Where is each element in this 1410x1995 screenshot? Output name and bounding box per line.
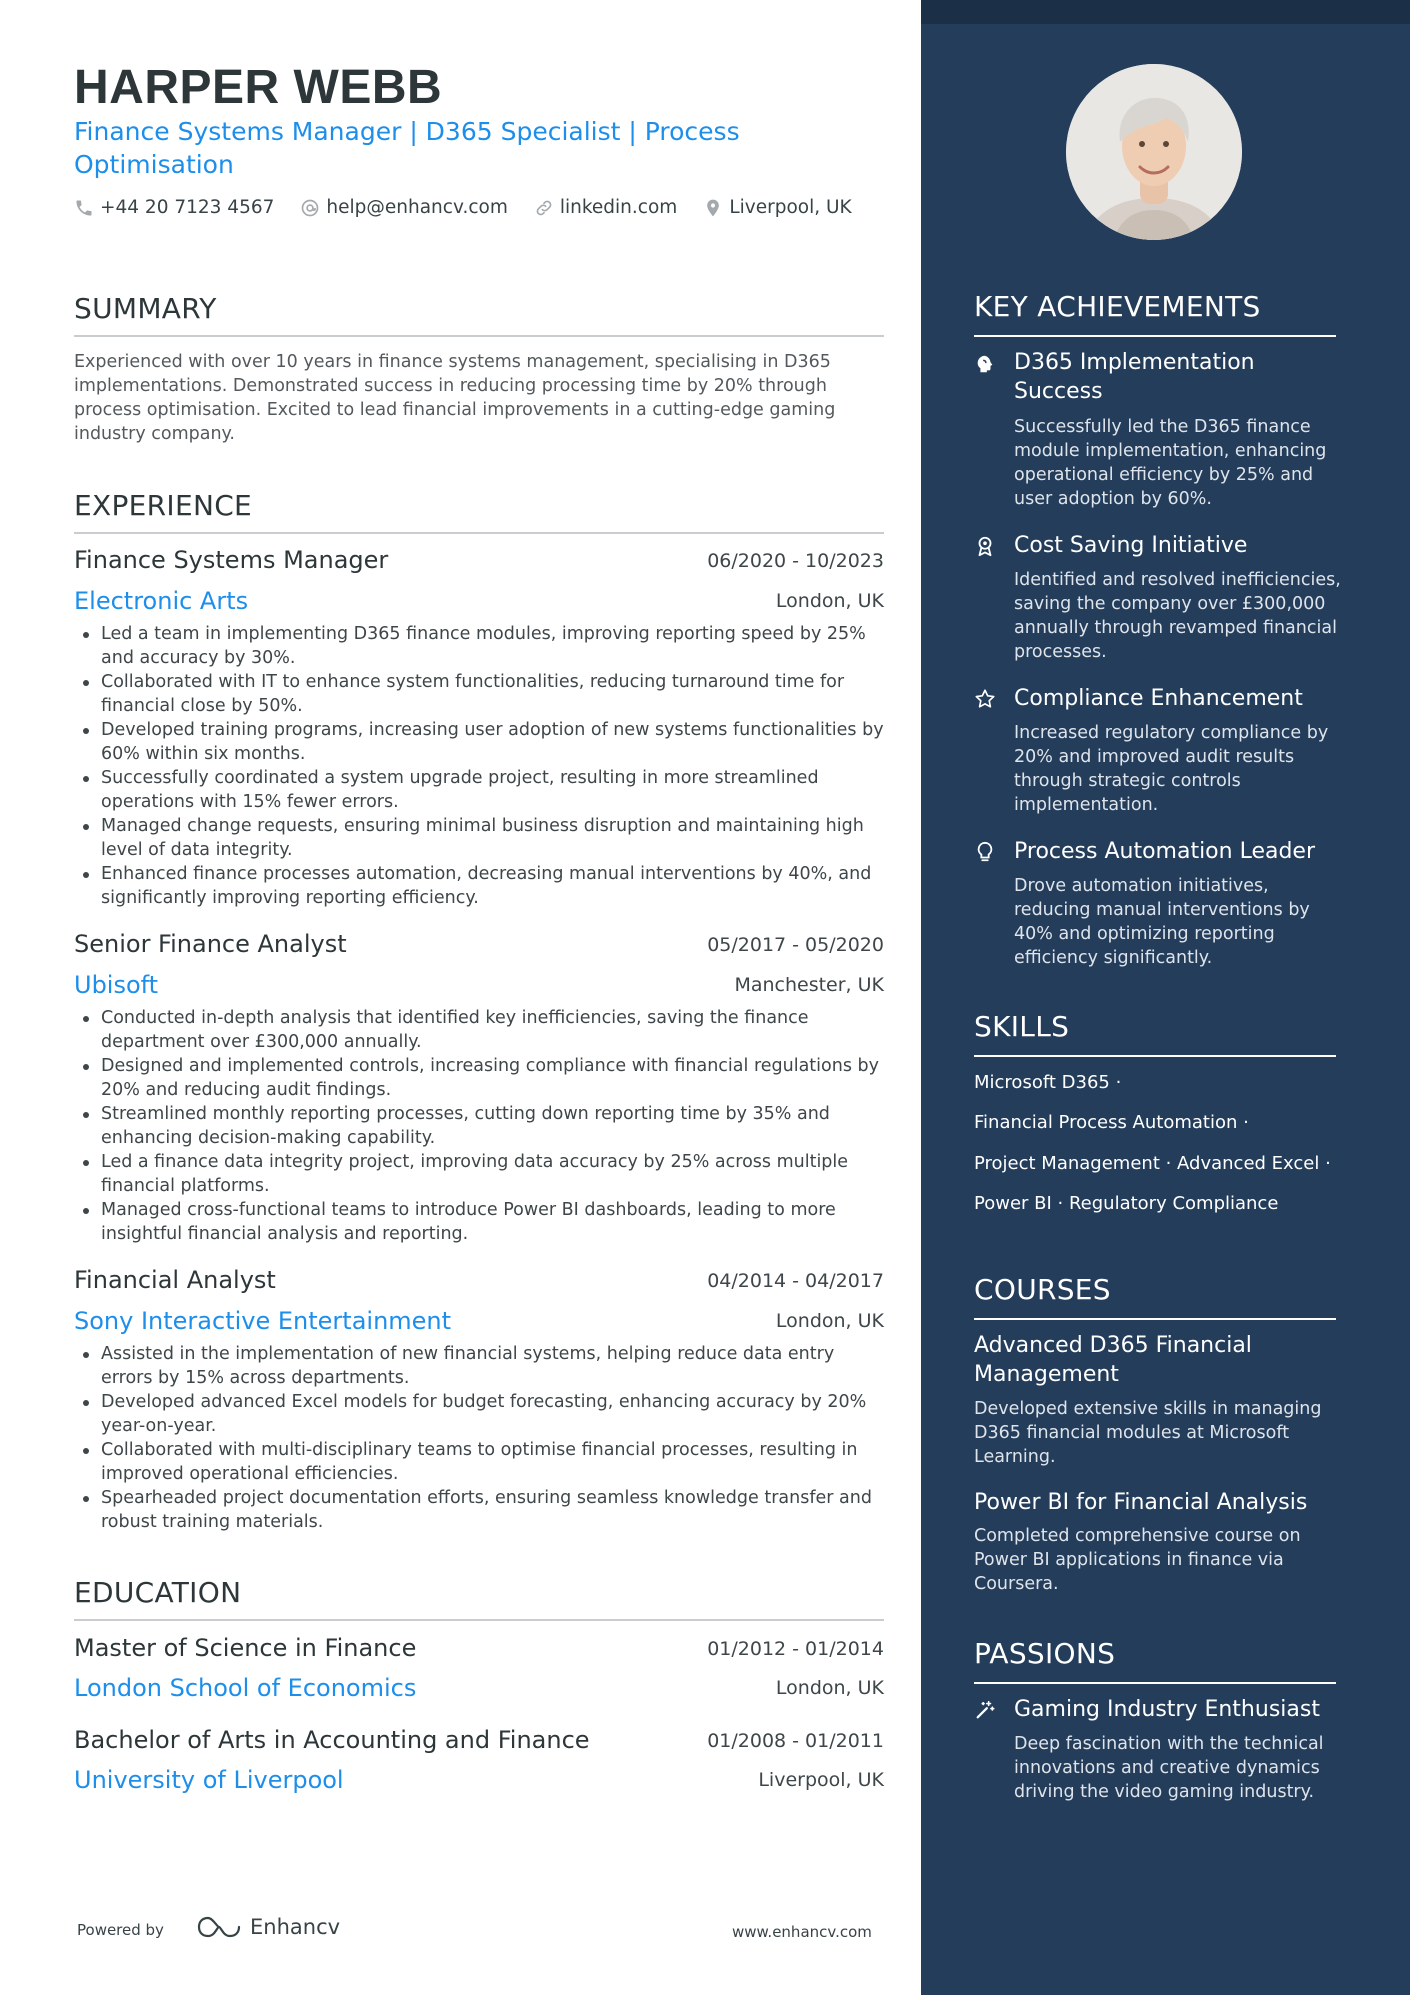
job-dates: 06/2020 - 10/2023 (707, 550, 884, 572)
contact-linkedin[interactable] (534, 197, 677, 218)
job-title: Financial Analyst (74, 1266, 276, 1294)
achievement-title: Compliance Enhancement (1014, 686, 1303, 711)
at-icon (300, 198, 320, 218)
list-item: Collaborated with IT to enhance system functionalities, reducing turnaround time for financial close by 50%. (101, 670, 884, 718)
list-item: Led a finance data integrity project, improving data accuracy by 25% across multiple financial platforms. (101, 1150, 884, 1198)
job-location: Manchester, UK (734, 974, 884, 996)
linkedin-link[interactable]: linkedin.com (559, 197, 678, 218)
contact-phone (74, 197, 274, 218)
achievement-description: Drove automation initiatives, reducing manual interventions by 40% and optimizing reporting efficiency significantly. (1014, 876, 1310, 968)
skill-line: Microsoft D365 · (974, 1072, 1122, 1093)
list-item: Managed change requests, ensuring minimal business disruption and maintaining high level of data integrity. (101, 814, 884, 862)
skill-line: Project Management · Advanced Excel · (974, 1153, 1331, 1174)
award-icon (974, 535, 996, 557)
email-link[interactable]: help@enhancv.com (326, 197, 508, 218)
summary-heading: SUMMARY (74, 292, 884, 337)
job-location: London, UK (775, 1310, 884, 1332)
job-dates: 04/2014 - 04/2017 (707, 1270, 884, 1292)
education-dates: 01/2008 - 01/2011 (707, 1730, 884, 1752)
company-name: Ubisoft (74, 971, 159, 999)
profile-photo (1066, 64, 1242, 240)
star-icon (974, 688, 996, 710)
passion-description: Deep fascination with the technical innovations and creative dynamics driving the video gaming industry. (1014, 1734, 1324, 1802)
company-name: Electronic Arts (74, 587, 249, 615)
course-title: Advanced D365 Financial Management (974, 1333, 1252, 1387)
list-item: Streamlined monthly reporting processes, cutting down reporting time by 35% and enhancing decision-making capability. (101, 1102, 884, 1150)
skill-line: Financial Process Automation · (974, 1112, 1249, 1133)
powered-by-label: Powered by (77, 1921, 164, 1939)
magic-wand-icon (974, 1699, 996, 1721)
achievement-title: D365 Implementation Success (1014, 350, 1255, 404)
candidate-name: HARPER WEBB (74, 61, 443, 114)
job-bullets (74, 1342, 884, 1534)
job-dates: 05/2017 - 05/2020 (707, 934, 884, 956)
school-name: London School of Economics (74, 1674, 417, 1702)
skill-line: Power BI · Regulatory Compliance (974, 1193, 1279, 1214)
enhancv-logo (196, 1914, 340, 1940)
profile-photo-image (1066, 64, 1242, 240)
passion-title: Gaming Industry Enthusiast (1014, 1697, 1320, 1722)
skills-heading: SKILLS (974, 1010, 1336, 1057)
degree-title: Master of Science in Finance (74, 1634, 417, 1662)
experience-heading: EXPERIENCE (74, 489, 884, 534)
list-item: Successfully coordinated a system upgrade project, resulting in more streamlined operations with 15% fewer errors. (101, 766, 884, 814)
contact-row (74, 197, 878, 218)
lightbulb-icon (974, 841, 996, 863)
footer-url[interactable]: www.enhancv.com (732, 1923, 872, 1941)
passions-heading: PASSIONS (974, 1637, 1336, 1684)
school-location: Liverpool, UK (758, 1769, 884, 1791)
enhancv-brand: Enhancv (250, 1915, 341, 1939)
achievement-title: Process Automation Leader (1014, 839, 1316, 864)
education-heading: EDUCATION (74, 1576, 884, 1621)
achievement-description: Identified and resolved inefficiencies, saving the company over £300,000 annually through revamped financial processes. (1014, 570, 1341, 662)
company-name: Sony Interactive Entertainment (74, 1307, 452, 1335)
contact-email[interactable] (300, 197, 507, 218)
education-dates: 01/2012 - 01/2014 (707, 1638, 884, 1660)
course-description: Developed extensive skills in managing D365 financial modules at Microsoft Learning. (974, 1399, 1322, 1467)
brain-icon (974, 353, 996, 375)
courses-heading: COURSES (974, 1273, 1336, 1320)
list-item: Developed advanced Excel models for budget forecasting, enhancing accuracy by 20% year-on-year. (101, 1390, 884, 1438)
degree-title: Bachelor of Arts in Accounting and Finance (74, 1726, 590, 1754)
job-title: Finance Systems Manager (74, 546, 389, 574)
course-title: Power BI for Financial Analysis (974, 1490, 1308, 1515)
job-location: London, UK (775, 590, 884, 612)
summary-text: Experienced with over 10 years in finance systems management, specialising in D365 implementations. Demonstrated success in reducing processing time by 20% through process optimisation. Excited to lead financial improvements in a cutting-edge gaming industry company. (74, 352, 836, 444)
list-item: Developed training programs, increasing user adoption of new systems functionalities by 60% within six months. (101, 720, 884, 764)
phone-text: +44 20 7123 4567 (100, 197, 275, 218)
list-item: Spearheaded project documentation efforts, ensuring seamless knowledge transfer and robust training materials. (101, 1486, 884, 1534)
location-text: Liverpool, UK (729, 197, 852, 218)
course-description: Completed comprehensive course on Power BI applications in finance via Coursera. (974, 1526, 1301, 1594)
job-title: Senior Finance Analyst (74, 930, 347, 958)
list-item: Collaborated with multi-disciplinary teams to optimise financial processes, resulting in improved operational efficiencies. (101, 1438, 884, 1486)
achievements-heading: KEY ACHIEVEMENTS (974, 290, 1336, 337)
list-item: Designed and implemented controls, increasing compliance with financial regulations by 20% and reducing audit findings. (101, 1054, 884, 1102)
candidate-title: Finance Systems Manager | D365 Specialist | Process Optimisation (74, 117, 740, 179)
job-bullets (74, 622, 884, 910)
achievement-description: Increased regulatory compliance by 20% and improved audit results through strategic controls implementation. (1014, 723, 1329, 815)
achievement-description: Successfully led the D365 finance module implementation, enhancing operational efficiency by 25% and user adoption by 60%. (1014, 417, 1327, 509)
school-name: University of Liverpool (74, 1766, 344, 1794)
link-icon (534, 198, 554, 218)
school-location: London, UK (775, 1677, 884, 1699)
sidebar-top-bar (921, 0, 1410, 24)
list-item: Assisted in the implementation of new financial systems, helping reduce data entry errors by 15% across departments. (101, 1342, 884, 1390)
list-item: Conducted in-depth analysis that identified key inefficiencies, saving the finance department over £300,000 annually. (101, 1006, 884, 1054)
list-item: Enhanced finance processes automation, decreasing manual interventions by 40%, and significantly improving reporting efficiency. (101, 862, 884, 910)
contact-location (703, 197, 851, 218)
location-pin-icon (703, 198, 723, 218)
list-item: Led a team in implementing D365 finance modules, improving reporting speed by 25% and accuracy by 30%. (101, 622, 884, 670)
job-bullets (74, 1006, 884, 1246)
phone-icon (74, 198, 94, 218)
list-item: Managed cross-functional teams to introduce Power BI dashboards, leading to more insightful financial analysis and reporting. (101, 1198, 884, 1246)
achievement-title: Cost Saving Initiative (1014, 533, 1248, 558)
enhancv-logo-icon (196, 1914, 242, 1940)
